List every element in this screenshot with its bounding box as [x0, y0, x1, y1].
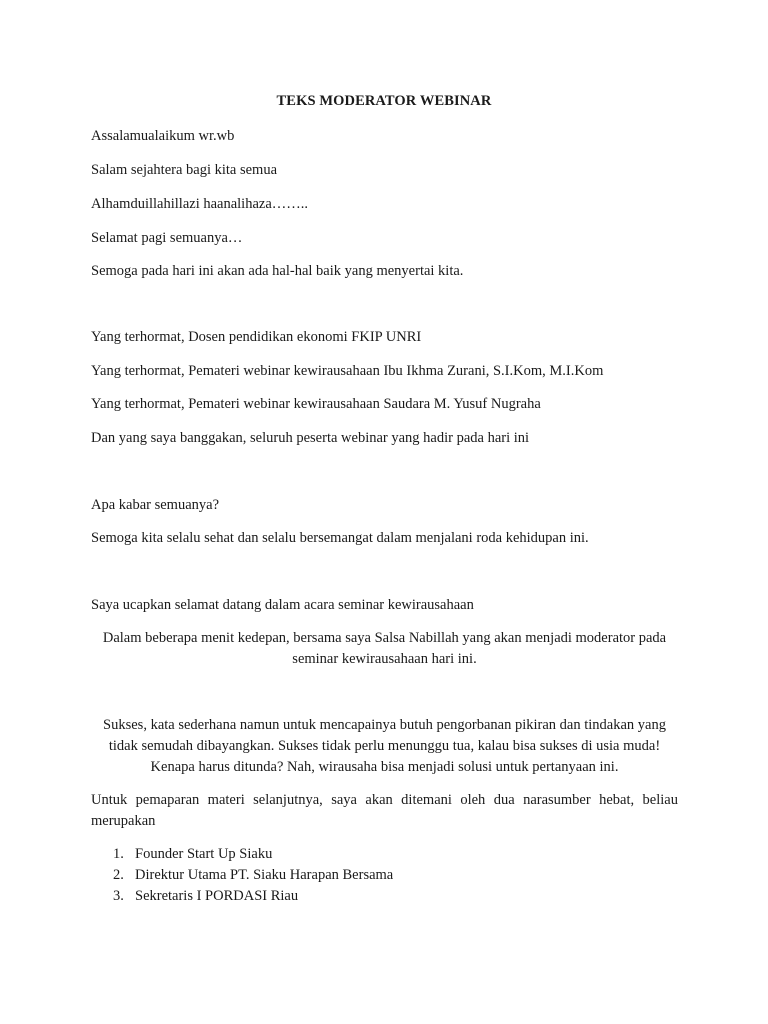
- opening-line-semoga: Semoga pada hari ini akan ada hal-hal baik yang menyertai kita.: [91, 263, 464, 279]
- opening-line-alhamdulillah: Alhamduillahillazi haanalihaza……..: [91, 196, 309, 212]
- greeting-pemateri-yusuf: Yang terhormat, Pemateri webinar kewirausahaan Saudara M. Yusuf Nugraha: [91, 396, 541, 412]
- list-item: [113, 865, 393, 886]
- list-item-text: Founder Start Up Siaku: [135, 846, 273, 862]
- success-paragraph: Sukses, kata sederhana namun untuk mencapainya butuh pengorbanan pikiran dan tindakan yang tidak semudah dibayangkan. Sukses tidak perlu menunggu tua, kalau bisa sukses di usia muda! Kenapa harus ditunda? Nah, wirausaha bisa menjadi solusi untuk pertanyaan ini.: [103, 717, 666, 775]
- opening-line-sejahtera: Salam sejahtera bagi kita semua: [91, 162, 278, 178]
- welcome-line: Saya ucapkan selamat datang dalam acara seminar kewirausahaan: [91, 597, 474, 613]
- document-title: TEKS MODERATOR WEBINAR: [276, 93, 492, 109]
- wellbeing-question: Apa kabar semuanya?: [91, 497, 220, 513]
- moderator-intro-paragraph: Dalam beberapa menit kedepan, bersama saya Salsa Nabillah yang akan menjadi moderator pada seminar kewirausahaan hari ini.: [102, 630, 667, 667]
- greeting-dosen: Yang terhormat, Dosen pendidikan ekonomi FKIP UNRI: [91, 329, 422, 345]
- speaker-roles-list: [113, 844, 393, 907]
- list-item: [113, 886, 393, 907]
- list-number: 3.: [113, 888, 124, 904]
- opening-line-salam: Assalamualaikum wr.wb: [91, 128, 235, 144]
- opening-line-pagi: Selamat pagi semuanya…: [91, 230, 243, 246]
- list-item: [113, 844, 393, 865]
- list-number: 2.: [113, 867, 124, 883]
- speaker-intro-paragraph: Untuk pemaparan materi selanjutnya, saya akan ditemani oleh dua narasumber hebat, beliau merupakan: [91, 792, 678, 829]
- greeting-pemateri-ikhma: Yang terhormat, Pemateri webinar kewirausahaan Ibu Ikhma Zurani, S.I.Kom, M.I.Kom: [91, 363, 604, 379]
- wellbeing-wish: Semoga kita selalu sehat dan selalu bersemangat dalam menjalani roda kehidupan ini.: [91, 530, 589, 546]
- list-item-text: Sekretaris I PORDASI Riau: [135, 888, 299, 904]
- list-number: 1.: [113, 846, 124, 862]
- list-item-text: Direktur Utama PT. Siaku Harapan Bersama: [135, 867, 394, 883]
- greeting-peserta: Dan yang saya banggakan, seluruh peserta webinar yang hadir pada hari ini: [91, 430, 530, 446]
